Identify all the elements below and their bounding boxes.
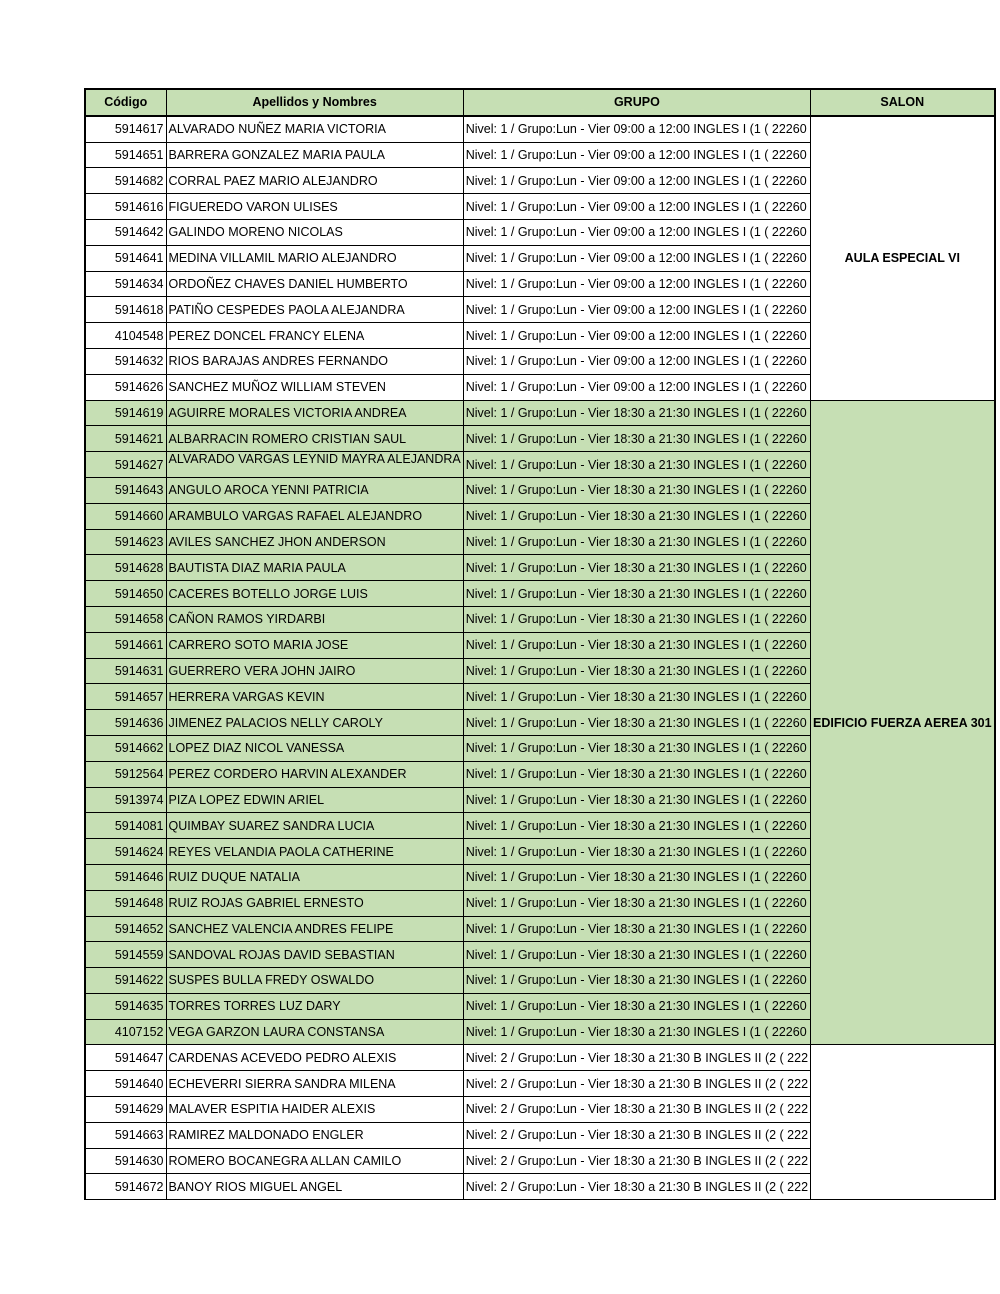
nombre-cell: ORDOÑEZ CHAVES DANIEL HUMBERTO [166, 271, 463, 297]
nombre-cell: GALINDO MORENO NICOLAS [166, 219, 463, 245]
grupo-cell: Nivel: 1 / Grupo:Lun - Vier 18:30 a 21:30 INGLES I (1 ( 22260 [463, 942, 810, 968]
grupo-cell: Nivel: 2 / Grupo:Lun - Vier 18:30 a 21:30 B INGLES II (2 ( 222 [463, 1174, 810, 1200]
codigo-cell: 5914628 [85, 555, 166, 581]
nombre-cell: CARDENAS ACEVEDO PEDRO ALEXIS [166, 1045, 463, 1071]
header-salon: SALON [811, 89, 995, 116]
header-codigo: Código [85, 89, 166, 116]
codigo-cell: 5914636 [85, 710, 166, 736]
grupo-cell: Nivel: 1 / Grupo:Lun - Vier 09:00 a 12:00 INGLES I (1 ( 22260 [463, 323, 810, 349]
nombre-cell: PIZA LOPEZ EDWIN ARIEL [166, 787, 463, 813]
codigo-cell: 5914657 [85, 684, 166, 710]
nombre-cell: QUIMBAY SUAREZ SANDRA LUCIA [166, 813, 463, 839]
codigo-cell: 5912564 [85, 761, 166, 787]
grupo-cell: Nivel: 1 / Grupo:Lun - Vier 18:30 a 21:30 INGLES I (1 ( 22260 [463, 503, 810, 529]
codigo-cell: 5914643 [85, 477, 166, 503]
salon-cell: EDIFICIO FUERZA AEREA 301 [811, 400, 995, 1045]
salon-cell: AULA ESPECIAL VI [811, 116, 995, 400]
codigo-cell: 5914622 [85, 968, 166, 994]
nombre-cell: ARAMBULO VARGAS RAFAEL ALEJANDRO [166, 503, 463, 529]
nombre-cell: REYES VELANDIA PAOLA CATHERINE [166, 839, 463, 865]
codigo-cell: 5914081 [85, 813, 166, 839]
nombre-cell: ALBARRACIN ROMERO CRISTIAN SAUL [166, 426, 463, 452]
codigo-cell: 5914648 [85, 890, 166, 916]
codigo-cell: 5914660 [85, 503, 166, 529]
grupo-cell: Nivel: 1 / Grupo:Lun - Vier 18:30 a 21:30 INGLES I (1 ( 22260 [463, 968, 810, 994]
nombre-cell: TORRES TORRES LUZ DARY [166, 993, 463, 1019]
codigo-cell: 5914624 [85, 839, 166, 865]
nombre-cell: SANDOVAL ROJAS DAVID SEBASTIAN [166, 942, 463, 968]
codigo-cell: 5914647 [85, 1045, 166, 1071]
grupo-cell: Nivel: 1 / Grupo:Lun - Vier 18:30 a 21:30 INGLES I (1 ( 22260 [463, 710, 810, 736]
codigo-cell: 5914641 [85, 245, 166, 271]
grupo-cell: Nivel: 1 / Grupo:Lun - Vier 18:30 a 21:30 INGLES I (1 ( 22260 [463, 555, 810, 581]
nombre-cell: PEREZ DONCEL FRANCY ELENA [166, 323, 463, 349]
nombre-cell: RIOS BARAJAS ANDRES FERNANDO [166, 348, 463, 374]
codigo-cell: 4104548 [85, 323, 166, 349]
codigo-cell: 5914618 [85, 297, 166, 323]
nombre-cell: VEGA GARZON LAURA CONSTANSA [166, 1019, 463, 1045]
nombre-cell: SANCHEZ VALENCIA ANDRES FELIPE [166, 916, 463, 942]
codigo-cell: 5914663 [85, 1122, 166, 1148]
codigo-cell: 5914559 [85, 942, 166, 968]
header-nombres: Apellidos y Nombres [166, 89, 463, 116]
grupo-cell: Nivel: 1 / Grupo:Lun - Vier 09:00 a 12:00 INGLES I (1 ( 22260 [463, 219, 810, 245]
grupo-cell: Nivel: 1 / Grupo:Lun - Vier 09:00 a 12:00 INGLES I (1 ( 22260 [463, 116, 810, 142]
nombre-cell: PEREZ CORDERO HARVIN ALEXANDER [166, 761, 463, 787]
codigo-cell: 5914682 [85, 168, 166, 194]
nombre-cell: MEDINA VILLAMIL MARIO ALEJANDRO [166, 245, 463, 271]
codigo-cell: 5914626 [85, 374, 166, 400]
codigo-cell: 5914621 [85, 426, 166, 452]
nombre-cell: CAÑON RAMOS YIRDARBI [166, 606, 463, 632]
nombre-cell: FIGUEREDO VARON ULISES [166, 194, 463, 220]
grupo-cell: Nivel: 1 / Grupo:Lun - Vier 09:00 a 12:00 INGLES I (1 ( 22260 [463, 348, 810, 374]
table-row [85, 1045, 995, 1071]
codigo-cell: 5914634 [85, 271, 166, 297]
nombre-cell: ECHEVERRI SIERRA SANDRA MILENA [166, 1071, 463, 1097]
grupo-cell: Nivel: 1 / Grupo:Lun - Vier 18:30 a 21:30 INGLES I (1 ( 22260 [463, 813, 810, 839]
codigo-cell: 5914651 [85, 142, 166, 168]
nombre-cell: JIMENEZ PALACIOS NELLY CAROLY [166, 710, 463, 736]
grupo-cell: Nivel: 1 / Grupo:Lun - Vier 18:30 a 21:30 INGLES I (1 ( 22260 [463, 761, 810, 787]
grupo-cell: Nivel: 1 / Grupo:Lun - Vier 09:00 a 12:00 INGLES I (1 ( 22260 [463, 271, 810, 297]
grupo-cell: Nivel: 1 / Grupo:Lun - Vier 09:00 a 12:00 INGLES I (1 ( 22260 [463, 168, 810, 194]
codigo-cell: 5914631 [85, 658, 166, 684]
grupo-cell: Nivel: 1 / Grupo:Lun - Vier 09:00 a 12:00 INGLES I (1 ( 22260 [463, 194, 810, 220]
nombre-cell: CORRAL PAEZ MARIO ALEJANDRO [166, 168, 463, 194]
nombre-cell: BARRERA GONZALEZ MARIA PAULA [166, 142, 463, 168]
codigo-cell: 4107152 [85, 1019, 166, 1045]
grupo-cell: Nivel: 2 / Grupo:Lun - Vier 18:30 a 21:30 B INGLES II (2 ( 222 [463, 1097, 810, 1123]
grupo-cell: Nivel: 1 / Grupo:Lun - Vier 18:30 a 21:30 INGLES I (1 ( 22260 [463, 606, 810, 632]
nombre-cell: GUERRERO VERA JOHN JAIRO [166, 658, 463, 684]
grupo-cell: Nivel: 1 / Grupo:Lun - Vier 09:00 a 12:00 INGLES I (1 ( 22260 [463, 142, 810, 168]
codigo-cell: 5914661 [85, 632, 166, 658]
nombre-cell: CACERES BOTELLO JORGE LUIS [166, 581, 463, 607]
codigo-cell: 5914672 [85, 1174, 166, 1200]
codigo-cell: 5914658 [85, 606, 166, 632]
grupo-cell: Nivel: 1 / Grupo:Lun - Vier 18:30 a 21:30 INGLES I (1 ( 22260 [463, 529, 810, 555]
grupo-cell: Nivel: 1 / Grupo:Lun - Vier 18:30 a 21:30 INGLES I (1 ( 22260 [463, 658, 810, 684]
header-row [85, 89, 995, 116]
grupo-cell: Nivel: 1 / Grupo:Lun - Vier 18:30 a 21:30 INGLES I (1 ( 22260 [463, 890, 810, 916]
codigo-cell: 5914616 [85, 194, 166, 220]
grupo-cell: Nivel: 1 / Grupo:Lun - Vier 18:30 a 21:30 INGLES I (1 ( 22260 [463, 477, 810, 503]
enrollment-table [84, 88, 996, 1200]
nombre-cell: HERRERA VARGAS KEVIN [166, 684, 463, 710]
codigo-cell: 5914629 [85, 1097, 166, 1123]
codigo-cell: 5914623 [85, 529, 166, 555]
grupo-cell: Nivel: 1 / Grupo:Lun - Vier 18:30 a 21:30 INGLES I (1 ( 22260 [463, 1019, 810, 1045]
nombre-cell: ROMERO BOCANEGRA ALLAN CAMILO [166, 1148, 463, 1174]
table-row [85, 400, 995, 426]
grupo-cell: Nivel: 1 / Grupo:Lun - Vier 18:30 a 21:30 INGLES I (1 ( 22260 [463, 632, 810, 658]
grupo-cell: Nivel: 2 / Grupo:Lun - Vier 18:30 a 21:30 B INGLES II (2 ( 222 [463, 1122, 810, 1148]
grupo-cell: Nivel: 1 / Grupo:Lun - Vier 18:30 a 21:30 INGLES I (1 ( 22260 [463, 426, 810, 452]
header-grupo: GRUPO [463, 89, 810, 116]
grupo-cell: Nivel: 1 / Grupo:Lun - Vier 09:00 a 12:00 INGLES I (1 ( 22260 [463, 374, 810, 400]
codigo-cell: 5914632 [85, 348, 166, 374]
grupo-cell: Nivel: 1 / Grupo:Lun - Vier 18:30 a 21:30 INGLES I (1 ( 22260 [463, 735, 810, 761]
nombre-cell: RUIZ DUQUE NATALIA [166, 864, 463, 890]
nombre-cell: RUIZ ROJAS GABRIEL ERNESTO [166, 890, 463, 916]
codigo-cell: 5914619 [85, 400, 166, 426]
codigo-cell: 5913974 [85, 787, 166, 813]
codigo-cell: 5914627 [85, 452, 166, 478]
nombre-cell: AGUIRRE MORALES VICTORIA ANDREA [166, 400, 463, 426]
nombre-cell: AVILES SANCHEZ JHON ANDERSON [166, 529, 463, 555]
codigo-cell: 5914642 [85, 219, 166, 245]
codigo-cell: 5914650 [85, 581, 166, 607]
grupo-cell: Nivel: 1 / Grupo:Lun - Vier 18:30 a 21:30 INGLES I (1 ( 22260 [463, 864, 810, 890]
grupo-cell: Nivel: 1 / Grupo:Lun - Vier 18:30 a 21:30 INGLES I (1 ( 22260 [463, 787, 810, 813]
nombre-cell: ALVARADO NUÑEZ MARIA VICTORIA [166, 116, 463, 142]
nombre-cell: SUSPES BULLA FREDY OSWALDO [166, 968, 463, 994]
grupo-cell: Nivel: 1 / Grupo:Lun - Vier 18:30 a 21:30 INGLES I (1 ( 22260 [463, 916, 810, 942]
codigo-cell: 5914617 [85, 116, 166, 142]
grupo-cell: Nivel: 1 / Grupo:Lun - Vier 18:30 a 21:30 INGLES I (1 ( 22260 [463, 993, 810, 1019]
salon-cell [811, 1045, 995, 1200]
codigo-cell: 5914662 [85, 735, 166, 761]
nombre-cell: CARRERO SOTO MARIA JOSE [166, 632, 463, 658]
grupo-cell: Nivel: 2 / Grupo:Lun - Vier 18:30 a 21:30 B INGLES II (2 ( 222 [463, 1071, 810, 1097]
grupo-cell: Nivel: 1 / Grupo:Lun - Vier 18:30 a 21:30 INGLES I (1 ( 22260 [463, 581, 810, 607]
nombre-cell: ANGULO AROCA YENNI PATRICIA [166, 477, 463, 503]
grupo-cell: Nivel: 1 / Grupo:Lun - Vier 18:30 a 21:30 INGLES I (1 ( 22260 [463, 684, 810, 710]
grupo-cell: Nivel: 2 / Grupo:Lun - Vier 18:30 a 21:30 B INGLES II (2 ( 222 [463, 1148, 810, 1174]
nombre-cell: PATIÑO CESPEDES PAOLA ALEJANDRA [166, 297, 463, 323]
codigo-cell: 5914630 [85, 1148, 166, 1174]
nombre-cell: MALAVER ESPITIA HAIDER ALEXIS [166, 1097, 463, 1123]
codigo-cell: 5914640 [85, 1071, 166, 1097]
nombre-cell: ALVARADO VARGAS LEYNID MAYRA ALEJANDRA [166, 452, 463, 478]
codigo-cell: 5914646 [85, 864, 166, 890]
codigo-cell: 5914635 [85, 993, 166, 1019]
grupo-cell: Nivel: 1 / Grupo:Lun - Vier 18:30 a 21:30 INGLES I (1 ( 22260 [463, 400, 810, 426]
grupo-cell: Nivel: 1 / Grupo:Lun - Vier 09:00 a 12:00 INGLES I (1 ( 22260 [463, 297, 810, 323]
nombre-cell: LOPEZ DIAZ NICOL VANESSA [166, 735, 463, 761]
table-row [85, 116, 995, 142]
nombre-cell: RAMIREZ MALDONADO ENGLER [166, 1122, 463, 1148]
grupo-cell: Nivel: 1 / Grupo:Lun - Vier 18:30 a 21:30 INGLES I (1 ( 22260 [463, 839, 810, 865]
nombre-cell: BAUTISTA DIAZ MARIA PAULA [166, 555, 463, 581]
nombre-cell: BANOY RIOS MIGUEL ANGEL [166, 1174, 463, 1200]
nombre-cell: SANCHEZ MUÑOZ WILLIAM STEVEN [166, 374, 463, 400]
table-body [85, 116, 995, 1200]
codigo-cell: 5914652 [85, 916, 166, 942]
grupo-cell: Nivel: 2 / Grupo:Lun - Vier 18:30 a 21:30 B INGLES II (2 ( 222 [463, 1045, 810, 1071]
grupo-cell: Nivel: 1 / Grupo:Lun - Vier 09:00 a 12:00 INGLES I (1 ( 22260 [463, 245, 810, 271]
grupo-cell: Nivel: 1 / Grupo:Lun - Vier 18:30 a 21:30 INGLES I (1 ( 22260 [463, 452, 810, 478]
